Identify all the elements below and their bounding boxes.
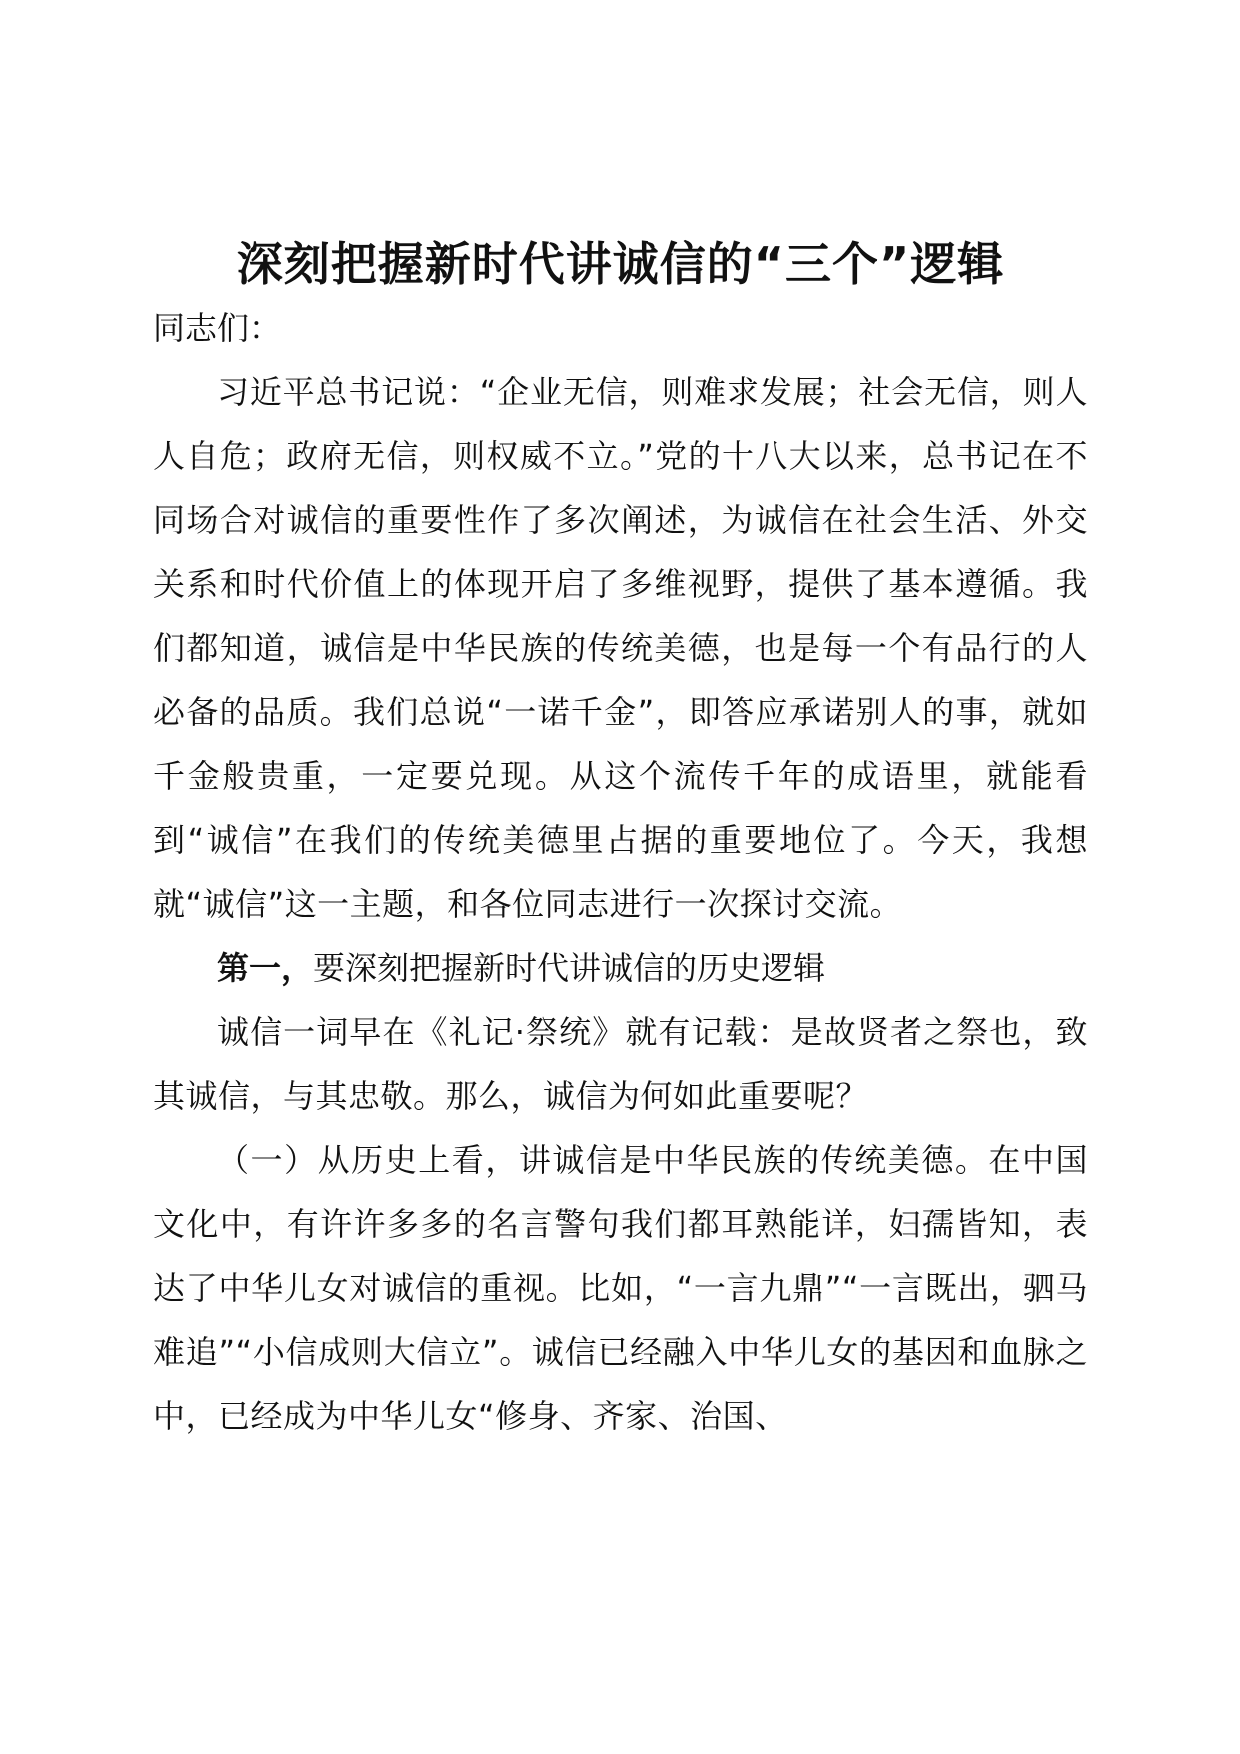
salutation: 同志们： bbox=[153, 309, 282, 347]
section-1-paragraph-2: （一）从历史上看，讲诚信是中华民族的传统美德。在中国文化中，有许许多多的名言警句我们都耳熟能详，妇孺皆知，表达了中华儿女对诚信的重视。比如，“一言九鼎”“一言既出，驷马难追”“小信成则大信立”。诚信已经融入中华儿女的基因和血脉之中，已经成为中华儿女“修身、齐家、治国、 bbox=[153, 1141, 1088, 1435]
document-page bbox=[153, 232, 1088, 1448]
section-heading-text: 要深刻把握新时代讲诚信的历史逻辑 bbox=[313, 949, 826, 987]
section-heading-1 bbox=[153, 936, 1088, 1000]
section-heading-lead: 第一， bbox=[217, 949, 314, 987]
document-title: 深刻把握新时代讲诚信的“三个”逻辑 bbox=[236, 237, 1005, 291]
intro-paragraph: 习近平总书记说：“企业无信，则难求发展；社会无信，则人人自危；政府无信，则权威不立。”党的十八大以来，总书记在不同场合对诚信的重要性作了多次阐述，为诚信在社会生活、外交关系和时代价值上的体现开启了多维视野，提供了基本遵循。我们都知道，诚信是中华民族的传统美德，也是每一个有品行的人必备的品质。我们总说“一诺千金”，即答应承诺别人的事，就如千金般贵重，一定要兑现。从这个流传千年的成语里，就能看到“诚信”在我们的传统美德里占据的重要地位了。今天，我想就“诚信”这一主题，和各位同志进行一次探讨交流。 bbox=[153, 373, 1088, 923]
section-1-paragraph-1: 诚信一词早在《礼记·祭统》就有记载：是故贤者之祭也，致其诚信，与其忠敬。那么，诚信为何如此重要呢？ bbox=[153, 1013, 1088, 1115]
